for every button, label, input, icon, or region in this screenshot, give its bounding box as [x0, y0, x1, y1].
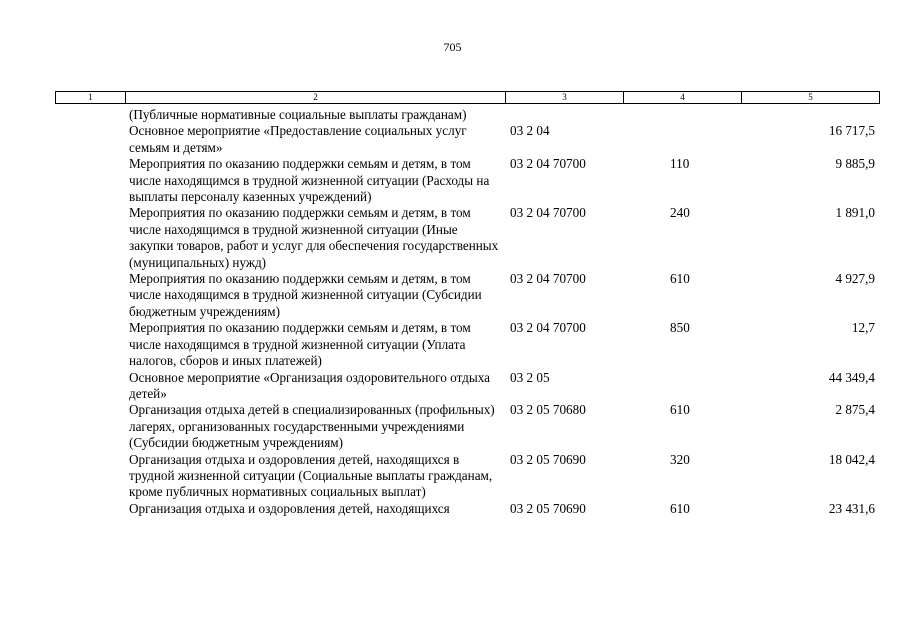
- row-amount: 2 875,4: [835, 402, 875, 418]
- table-body: [125, 107, 880, 517]
- header-col-3: 3: [506, 92, 624, 103]
- header-col-2: 2: [126, 92, 506, 103]
- header-col-4: 4: [624, 92, 742, 103]
- row-expense-type: 850: [670, 320, 690, 336]
- row-code: 03 2 05 70680: [510, 402, 586, 418]
- row-code: 03 2 04 70700: [510, 320, 586, 336]
- row-description: Мероприятия по оказанию поддержки семьям и детям, в том числе находящимся в трудной жизненной ситуации (Иные закупки товаров, работ и услуг для обеспечения государственных (муниципальных) нужд): [129, 205, 499, 270]
- table-header: [55, 91, 880, 104]
- row-code: 03 2 04: [510, 123, 550, 139]
- row-amount: 16 717,5: [828, 123, 875, 139]
- table-row: [125, 402, 880, 451]
- table-row: [125, 107, 880, 123]
- row-expense-type: 610: [670, 271, 690, 287]
- row-expense-type: 320: [670, 451, 690, 467]
- row-description: Мероприятия по оказанию поддержки семьям и детям, в том числе находящимся в трудной жизненной ситуации (Субсидии бюджетным учреждениям): [129, 271, 482, 319]
- row-amount: 12,7: [851, 320, 875, 336]
- row-amount: 1 891,0: [835, 205, 875, 221]
- row-description: (Публичные нормативные социальные выплаты гражданам): [129, 107, 467, 122]
- row-amount: 18 042,4: [828, 451, 875, 467]
- page-number: 705: [443, 40, 462, 54]
- row-code: 03 2 05 70690: [510, 500, 586, 516]
- row-expense-type: 110: [670, 156, 690, 172]
- table-row: [125, 156, 880, 205]
- row-description: Основное мероприятие «Организация оздоровительного отдыха детей»: [129, 369, 491, 401]
- table-row: [125, 123, 880, 156]
- row-description: Организация отдыха детей в специализированных (профильных) лагерях, организованных государственными учреждениями (Субсидии бюджетным учреждениям): [129, 402, 495, 451]
- row-amount: 44 349,4: [828, 369, 875, 385]
- row-amount: 9 885,9: [835, 156, 875, 172]
- row-code: 03 2 05 70690: [510, 451, 586, 467]
- header-col-5: 5: [808, 92, 813, 102]
- row-description: Мероприятия по оказанию поддержки семьям и детям, в том числе находящимся в трудной жизненной ситуации (Уплата налогов, сборов и иных платежей): [129, 320, 471, 369]
- row-code: 03 2 04 70700: [510, 156, 586, 172]
- row-expense-type: 240: [670, 205, 690, 221]
- row-description: Организация отдыха и оздоровления детей, находящихся: [129, 500, 450, 516]
- row-description: Основное мероприятие «Предоставление социальных услуг семьям и детям»: [129, 123, 467, 155]
- table-row: [125, 205, 880, 271]
- table-row: [125, 271, 880, 320]
- row-code: 03 2 05: [510, 369, 550, 385]
- row-amount: 4 927,9: [835, 271, 875, 287]
- header-col-1: 1: [56, 92, 126, 103]
- table-row: [125, 501, 880, 517]
- row-description: Мероприятия по оказанию поддержки семьям и детям, в том числе находящимся в трудной жизненной ситуации (Расходы на выплаты персоналу казенных учреждений): [129, 156, 490, 205]
- row-code: 03 2 04 70700: [510, 271, 586, 287]
- table-row: [125, 370, 880, 403]
- row-amount: 23 431,6: [828, 500, 875, 516]
- table-row: [125, 452, 880, 501]
- row-description: Организация отдыха и оздоровления детей, находящихся в трудной жизненной ситуации (Социальные выплаты гражданам, кроме публичных нормативных социальных выплат): [129, 451, 493, 500]
- row-expense-type: 610: [670, 500, 690, 516]
- table-row: [125, 320, 880, 369]
- row-code: 03 2 04 70700: [510, 205, 586, 221]
- row-expense-type: 610: [670, 402, 690, 418]
